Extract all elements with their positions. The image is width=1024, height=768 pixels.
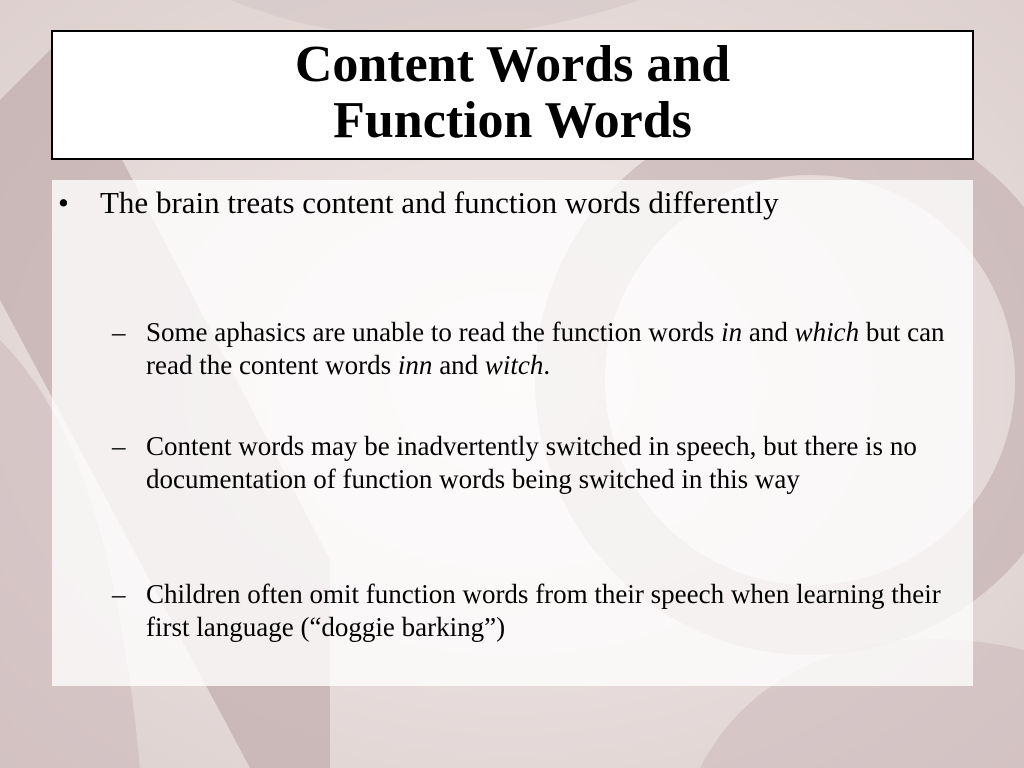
slide-title-line1: Content Words and bbox=[294, 36, 731, 93]
bullet-marker: • bbox=[58, 185, 69, 220]
sub-bullet-aphasics bbox=[112, 316, 962, 382]
slide-title-line2: Function Words bbox=[333, 92, 692, 149]
main-bullet bbox=[58, 184, 928, 222]
dash-marker: – bbox=[112, 317, 126, 347]
sub-bullet-children bbox=[112, 578, 962, 644]
example-word: witch bbox=[484, 350, 544, 380]
title-box bbox=[51, 30, 974, 160]
sub-bullet-text: Content words may be inadvertently switched in speech, but there is no documentation of function words being switched in this way bbox=[146, 431, 917, 494]
text-fragment: Some aphasics are unable to read the function words bbox=[146, 317, 722, 347]
dash-marker: – bbox=[112, 579, 126, 609]
sub-bullet-speech-errors bbox=[112, 430, 962, 496]
dash-marker: – bbox=[112, 431, 126, 461]
main-bullet-text: The brain treats content and function words differently bbox=[100, 185, 779, 220]
example-word: which bbox=[794, 317, 860, 347]
text-fragment: . bbox=[543, 350, 551, 380]
text-fragment: and bbox=[742, 317, 795, 347]
text-fragment: and bbox=[432, 350, 485, 380]
text-fragment: but can read the content words bbox=[146, 317, 945, 380]
example-word: inn bbox=[397, 350, 433, 380]
sub-bullet-text: Children often omit function words from their speech when learning their first language (“doggie barking”) bbox=[146, 579, 941, 642]
example-word: in bbox=[721, 317, 743, 347]
sub-bullet-text bbox=[146, 316, 962, 382]
